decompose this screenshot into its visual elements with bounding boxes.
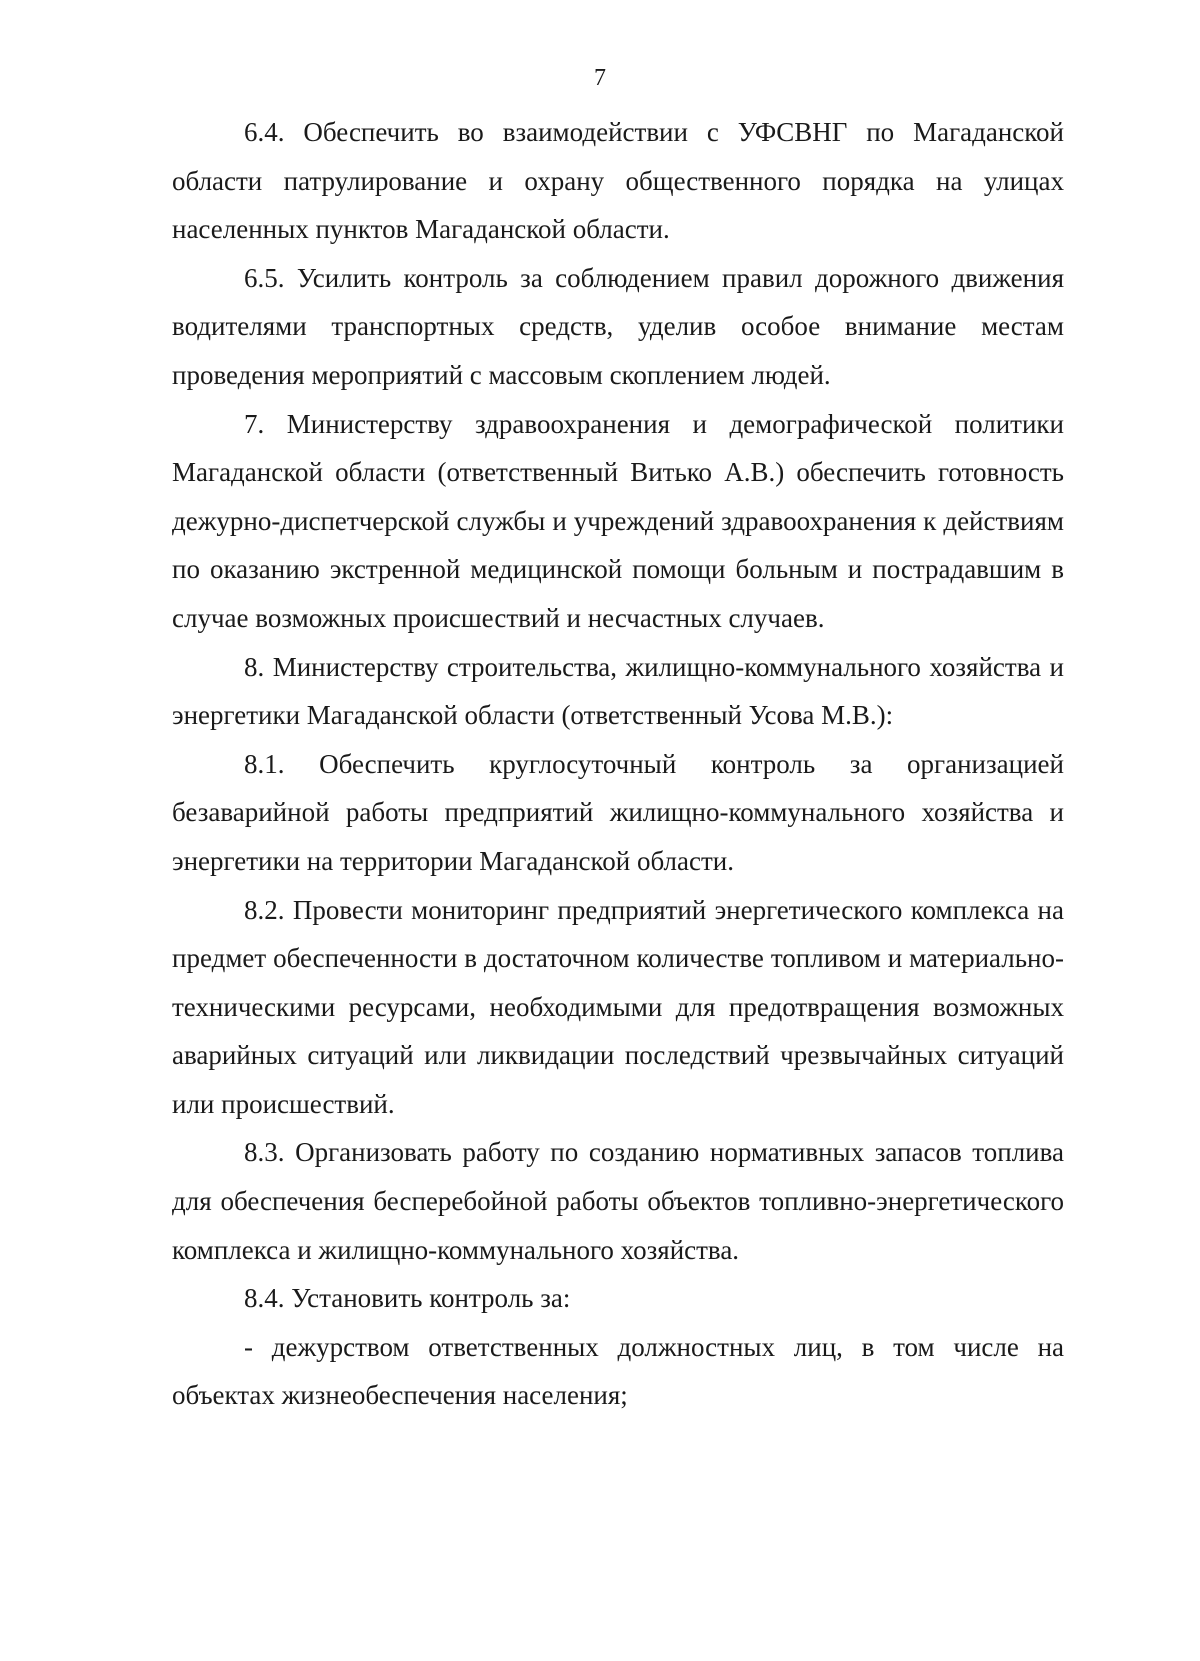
paragraph-8-2: 8.2. Провести мониторинг предприятий энергетического комплекса на предмет обеспеченности в достаточном количестве топливом и материально-техническими ресурсами, необходимыми для предотвращения возможных аварийных ситуаций или ликвидации последствий чрезвычайных ситуаций или происшествий. xyxy=(172,894,1064,1119)
page-number: 7 xyxy=(594,65,606,91)
paragraph-8: 8. Министерству строительства, жилищно-коммунального хозяйства и энергетики Магаданской области (ответственный Усова М.В.): xyxy=(172,651,1064,731)
paragraph-8-3: 8.3. Организовать работу по созданию нормативных запасов топлива для обеспечения бесперебойной работы объектов топливно-энергетического комплекса и жилищно-коммунального хозяйства. xyxy=(172,1137,1064,1265)
paragraph-6-4: 6.4. Обеспечить во взаимодействии с УФСВНГ по Магаданской области патрулирование и охрану общественного порядка на улицах населенных пунктов Магаданской области. xyxy=(172,117,1064,245)
document-body xyxy=(172,108,1064,1420)
paragraph-8-4-item-1: - дежурством ответственных должностных лиц, в том числе на объектах жизнеобеспечения населения; xyxy=(172,1331,1064,1411)
paragraph-7: 7. Министерству здравоохранения и демографической политики Магаданской области (ответственный Витько А.В.) обеспечить готовность дежурно-диспетчерской службы и учреждений здравоохранения к действиям по оказанию экстренной медицинской помощи больным и пострадавшим в случае возможных происшествий и несчастных случаев. xyxy=(172,408,1064,633)
paragraph-6-5: 6.5. Усилить контроль за соблюдением правил дорожного движения водителями транспортных средств, уделив особое внимание местам проведения мероприятий с массовым скоплением людей. xyxy=(172,262,1064,390)
paragraph-8-4: 8.4. Установить контроль за: xyxy=(244,1283,571,1314)
paragraph-8-1: 8.1. Обеспечить круглосуточный контроль за организацией безаварийной работы предприятий жилищно-коммунального хозяйства и энергетики на территории Магаданской области. xyxy=(172,748,1064,876)
